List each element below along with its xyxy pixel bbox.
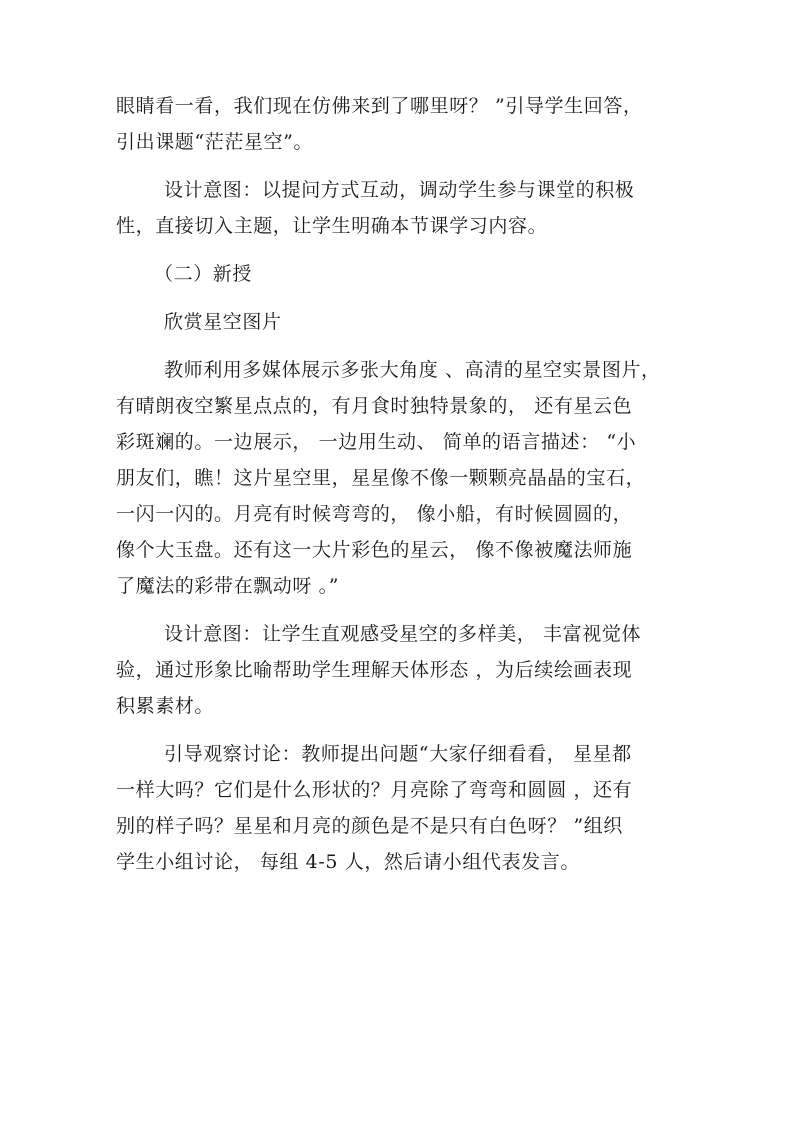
- text-line: 性，直接切入主题，让学生明确本节课学习内容。: [116, 215, 548, 237]
- text-line: 别的样子吗？星星和月亮的颜色是不是只有白色呀？ ”组织: [116, 815, 623, 837]
- text-line: 眼睛看一看，我们现在仿佛来到了哪里呀？ ”引导学生回答，: [116, 95, 643, 117]
- text-line: 像个大玉盘。还有这一大片彩色的星云， 像不像被魔法师施: [116, 539, 633, 561]
- paragraph-design-intent-2: [116, 616, 682, 724]
- paragraph-intro-question: [116, 88, 682, 160]
- text-line: 朋友们，瞧！这片星空里，星星像不像一颗颗亮晶晶的宝石，: [116, 467, 646, 489]
- paragraph-design-intent-1: [116, 172, 682, 244]
- text-line: 有晴朗夜空繁星点点的，有月食时独特景象的， 还有星云色: [116, 395, 633, 417]
- text-line: 了魔法的彩带在飘动呀 。”: [116, 575, 340, 597]
- text-line: 设计意图：让学生直观感受星空的多样美， 丰富视觉体: [164, 623, 642, 645]
- text-line: 学生小组讨论， 每组 4-5 人，然后请小组代表发言。: [116, 851, 580, 873]
- text-line: 验，通过形象比喻帮助学生理解天体形态 ，为后续绘画表现: [116, 659, 633, 681]
- text-line: 引出课题“茫茫星空”。: [116, 131, 314, 153]
- text-line: 引导观察讨论：教师提出问题“大家仔细看看， 星星都: [164, 743, 632, 765]
- text-line: 一闪一闪的。月亮有时候弯弯的， 像小船，有时候圆圆的，: [116, 503, 633, 525]
- paragraph-teacher-display: [116, 352, 682, 604]
- text-line: 设计意图：以提问方式互动，调动学生参与课堂的积极: [164, 179, 635, 201]
- text-line: 欣赏星空图片: [164, 311, 282, 333]
- paragraph-subheading-appreciate: [116, 304, 682, 340]
- text-line: 积累素材。: [116, 695, 215, 717]
- text-line: 彩斑斓的。一边展示， 一边用生动、 简单的语言描述： “小: [116, 431, 637, 453]
- section-heading-new-lesson: （二）新授: [154, 263, 253, 285]
- paragraph-guided-discussion: [116, 736, 682, 880]
- text-line: 一样大吗？它们是什么形状的？月亮除了弯弯和圆圆 ，还有: [116, 779, 633, 801]
- text-line: 教师利用多媒体展示多张大角度 、高清的星空实景图片，: [164, 359, 661, 381]
